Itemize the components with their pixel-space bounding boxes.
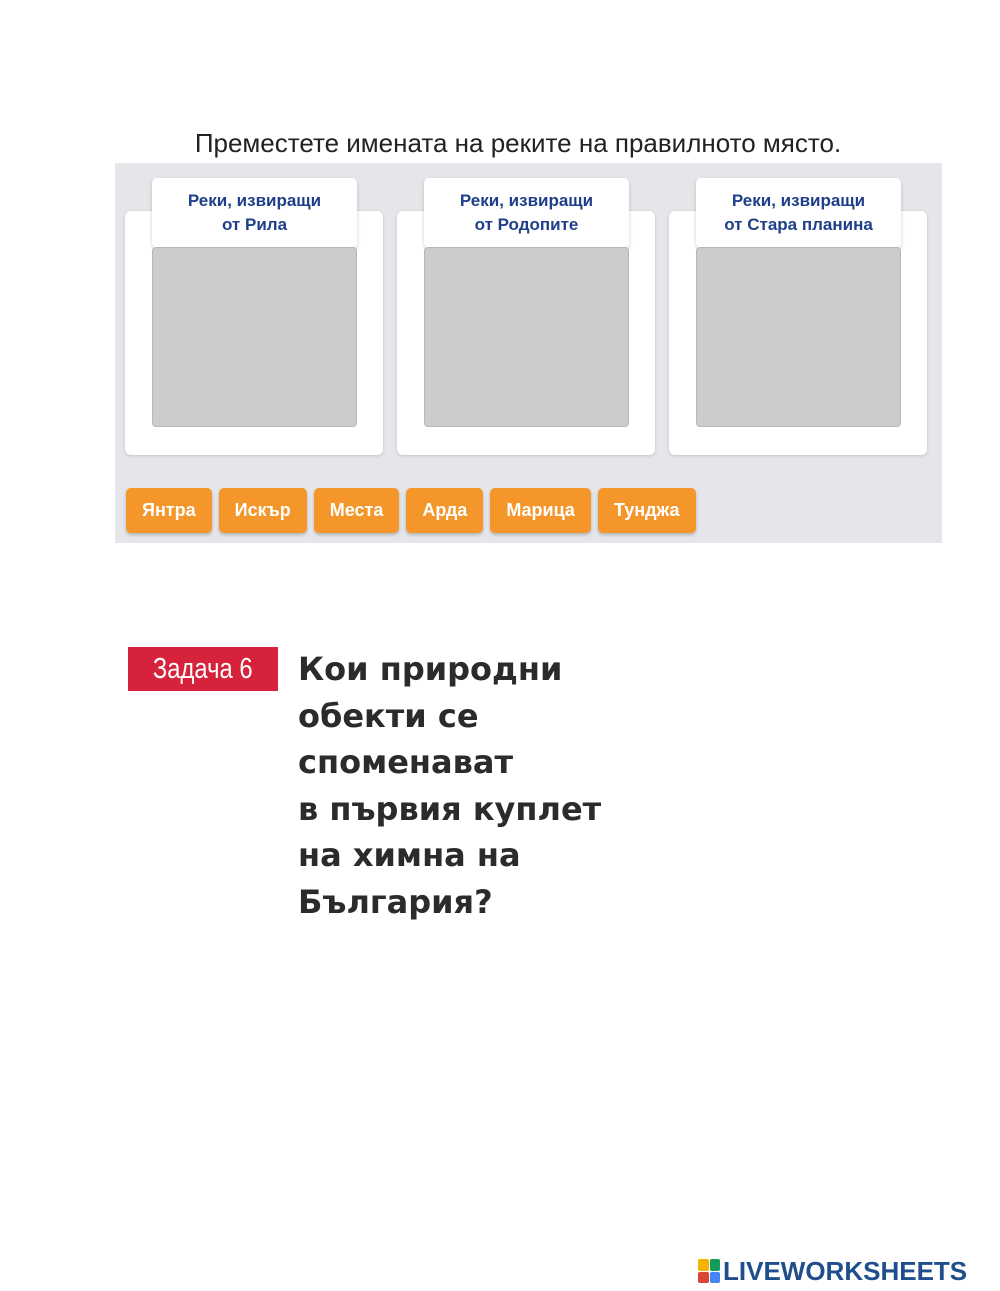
chip-maritsa[interactable]: Марица: [490, 488, 591, 533]
instruction-text: Преместете имената на реките на правилното място.: [194, 128, 842, 158]
chip-yantra[interactable]: Янтра: [126, 488, 212, 533]
task-badge-label: Задача 6: [153, 652, 253, 685]
bucket-rodopi-dropzone[interactable]: [424, 247, 629, 427]
logo-square-4: [710, 1272, 721, 1284]
bucket-rodopi-heading: Реки, извиращи от Родопите: [424, 178, 629, 248]
liveworksheets-logo-icon: [698, 1259, 720, 1283]
chip-iskar[interactable]: Искър: [219, 488, 307, 533]
draggable-chips: [126, 488, 703, 533]
chip-tundzha[interactable]: Тунджа: [598, 488, 696, 533]
task-badge: [128, 647, 278, 691]
chip-arda[interactable]: Арда: [406, 488, 483, 533]
logo-square-3: [698, 1272, 709, 1284]
bucket-stara-planina: [669, 191, 927, 455]
brand-text: LIVEWORKSHEETS: [723, 1255, 968, 1286]
logo-square-2: [710, 1259, 721, 1271]
bucket-rila-heading: Реки, извиращи от Рила: [152, 178, 357, 248]
bucket-rodopi: [397, 191, 655, 455]
bucket-stara-planina-heading: Реки, извиращи от Стара планина: [696, 178, 901, 248]
liveworksheets-brand: [698, 1254, 967, 1288]
logo-square-1: [698, 1259, 709, 1271]
task-question: Кои природни обекти се споменават в първия куплет на химна на България?: [298, 650, 602, 921]
drag-drop-activity: [115, 163, 942, 543]
chip-mesta[interactable]: Места: [314, 488, 400, 533]
bucket-stara-planina-dropzone[interactable]: [696, 247, 901, 427]
bucket-rila-dropzone[interactable]: [152, 247, 357, 427]
bucket-rila: [125, 191, 383, 455]
